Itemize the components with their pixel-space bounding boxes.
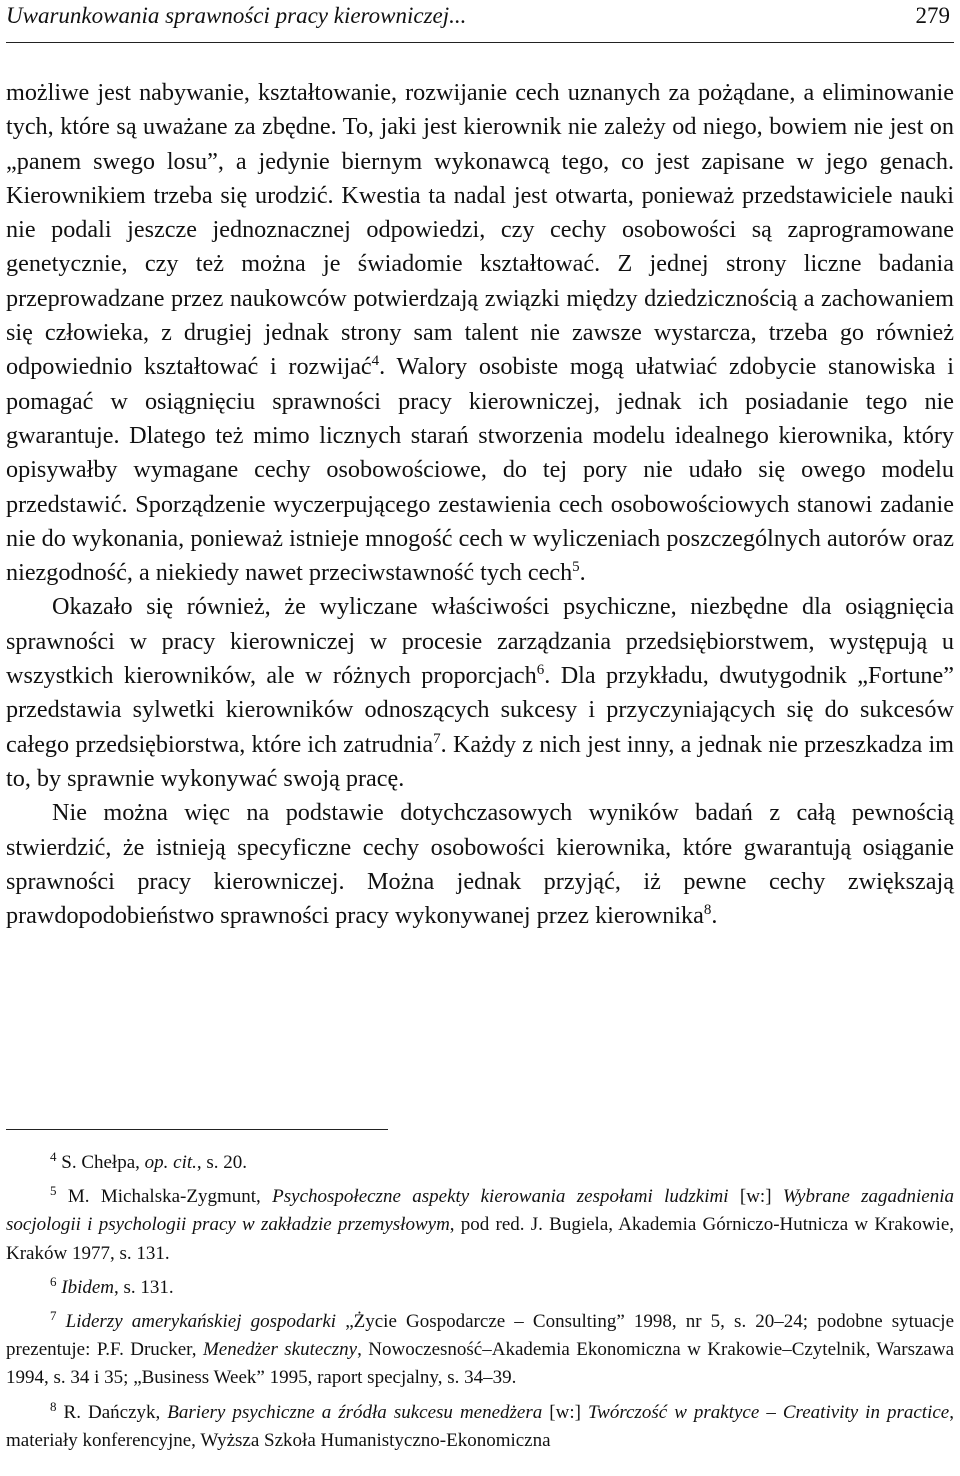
text-run: op. cit. <box>144 1152 197 1173</box>
text-run <box>57 1311 66 1332</box>
text-run: Bariery psychiczne a źródła sukcesu menedżera <box>167 1401 543 1423</box>
text-run: Twórczość w praktyce – Creativity in practice <box>587 1401 950 1423</box>
text-run: możliwe jest nabywanie, kształtowanie, rozwijanie cech uznanych za pożądane, a eliminowanie tych, które są uważane za zbędne. To, jaki jest kierownik nie zależy od niego, bowiem nie jest on „panem swego losu”, a jedynie biernym wykonawcą tego, co jest zapisane w jego genach. Kierownikiem trzeba się urodzić. Kwestia ta nadal jest otwarta, ponieważ przedstawiciele nauki nie podali jeszcze jednoznacznej odpowiedzi, czy cechy osobowości są zaprogramowane genetycznie, czy też można je świadomie kształtować. Z jednej strony liczne badania przeprowadzane przez naukowców potwierdzają związki między dziedzicznością a zachowaniem się człowieka, z drugiej jednak strony sam talent nie zawsze wystarcza, trzeba go również odpowiednio kształtować i rozwijać <box>6 79 954 381</box>
footnote-separator <box>6 1129 388 1130</box>
paragraph <box>6 76 954 590</box>
text-run: , s. 20. <box>196 1152 248 1173</box>
page-number: 279 <box>915 3 950 28</box>
text-run: R. Dańczyk, <box>56 1401 168 1423</box>
footnote <box>6 1399 954 1455</box>
footnote-reference: 7 <box>50 1308 57 1324</box>
footnote-reference: 4 <box>50 1149 57 1164</box>
footnotes <box>6 1149 954 1461</box>
text-run: . Dla przykładu, dwutygodnik „Fortune” przedstawia sylwetki kierowników odnoszących sukcesy i przyczyniających się do sukcesów całego przedsiębiorstwa, które ich zatrudnia <box>6 662 954 758</box>
text-run: Liderzy amerykańskiej gospodarki <box>65 1311 337 1333</box>
footnote-reference: 6 <box>536 662 545 679</box>
footnote-reference: 8 <box>703 902 712 919</box>
footnote <box>6 1149 954 1177</box>
footnote-reference: 4 <box>371 353 380 370</box>
footnote <box>6 1274 954 1302</box>
footnote-reference: 5 <box>572 559 580 576</box>
text-run: Psychospołeczne aspekty kierowania zespołami ludzkimi <box>272 1186 729 1208</box>
body-text <box>6 76 954 933</box>
text-run: Wybrane zagadnienia socjologii i psychologii pracy w zakładzie przemysłowym <box>6 1186 955 1236</box>
footnote <box>6 1308 954 1393</box>
text-run: „Życie Gospodarcze – Consulting” 1998, nr 5, s. 20–24; podobne sytuacje prezentuje: P.F. Drucker, <box>6 1311 954 1361</box>
text-run: Menedżer skuteczny <box>202 1339 358 1361</box>
footnote-reference: 6 <box>50 1273 57 1289</box>
text-run: . <box>711 902 718 930</box>
text-run: Ibidem <box>61 1276 115 1298</box>
text-run: . <box>579 559 586 587</box>
text-run: . Każdy z nich jest inny, a jednak nie przeszkadza im to, by sprawnie wykonywać swoją pracę. <box>6 730 954 792</box>
text-run: S. Chełpa, <box>56 1152 145 1173</box>
text-run: , s. 131. <box>114 1276 174 1298</box>
footnote-reference: 5 <box>50 1183 57 1199</box>
text-run: [w:] <box>728 1186 783 1208</box>
text-run: , pod red. J. Bugiela, Akademia Górniczo-Hutnicza w Krakowie, Kraków 1977, s. 131. <box>6 1214 954 1264</box>
text-run: [w:] <box>542 1401 588 1423</box>
footnote-reference: 7 <box>433 730 441 747</box>
text-run: Okazało się również, że wyliczane właściwości psychiczne, niezbędne dla osiągnięcia sprawności w pracy kierowniczej w procesie zarządzania przedsiębiorstwem, występują u wszystkich kierowników, ale w różnych proporcjach <box>6 593 954 690</box>
text-run: , Nowoczesność–Akademia Ekonomiczna w Krakowie–Czytelnik, Warszawa 1994, s. 34 i 35; „Business Week” 1995, raport specjalny, s. 34–39. <box>6 1339 955 1389</box>
footnote <box>6 1183 954 1268</box>
text-run: , materiały konferencyjne, Wyższa Szkoła Humanistyczno-Ekonomiczna <box>6 1401 954 1451</box>
paragraph <box>6 590 954 796</box>
paragraph <box>6 796 954 933</box>
text-run: M. Michalska-Zygmunt, <box>56 1186 273 1208</box>
running-header <box>6 0 954 43</box>
text-run: Nie można więc na podstawie dotychczasowych wyników badań z całą pewnością stwierdzić, że istnieją specyficzne cechy osobowości kierownika, które gwarantują osiąganie sprawności pracy kierowniczej. Można jednak przyjąć, iż pewne cechy zwiększają prawdopodobieństwo sprawności pracy wykonywanej przez kierownika <box>6 799 954 930</box>
footnote-reference: 8 <box>50 1398 57 1414</box>
running-title: Uwarunkowania sprawności pracy kierowniczej... <box>6 3 467 28</box>
text-run: . Walory osobiste mogą ułatwiać zdobycie stanowiska i pomagać w osiągnięciu sprawności pracy kierowniczej, jednak ich posiadanie tego nie gwarantuje. Dlatego też mimo licznych starań stworzenia modelu idealnego kierownika, który opisywałby wymagane cechy osobowościowe, do tej pory nie udało się owego modelu przedstawić. Sporządzenie wyczerpującego zestawienia cech osobowościowych stanowi zadanie nie do wykonania, ponieważ istnieje mnogość cech w wyliczeniach poszczególnych autorów oraz niezgodność, a niekiedy nawet przeciwstawność tych cech <box>6 353 954 587</box>
